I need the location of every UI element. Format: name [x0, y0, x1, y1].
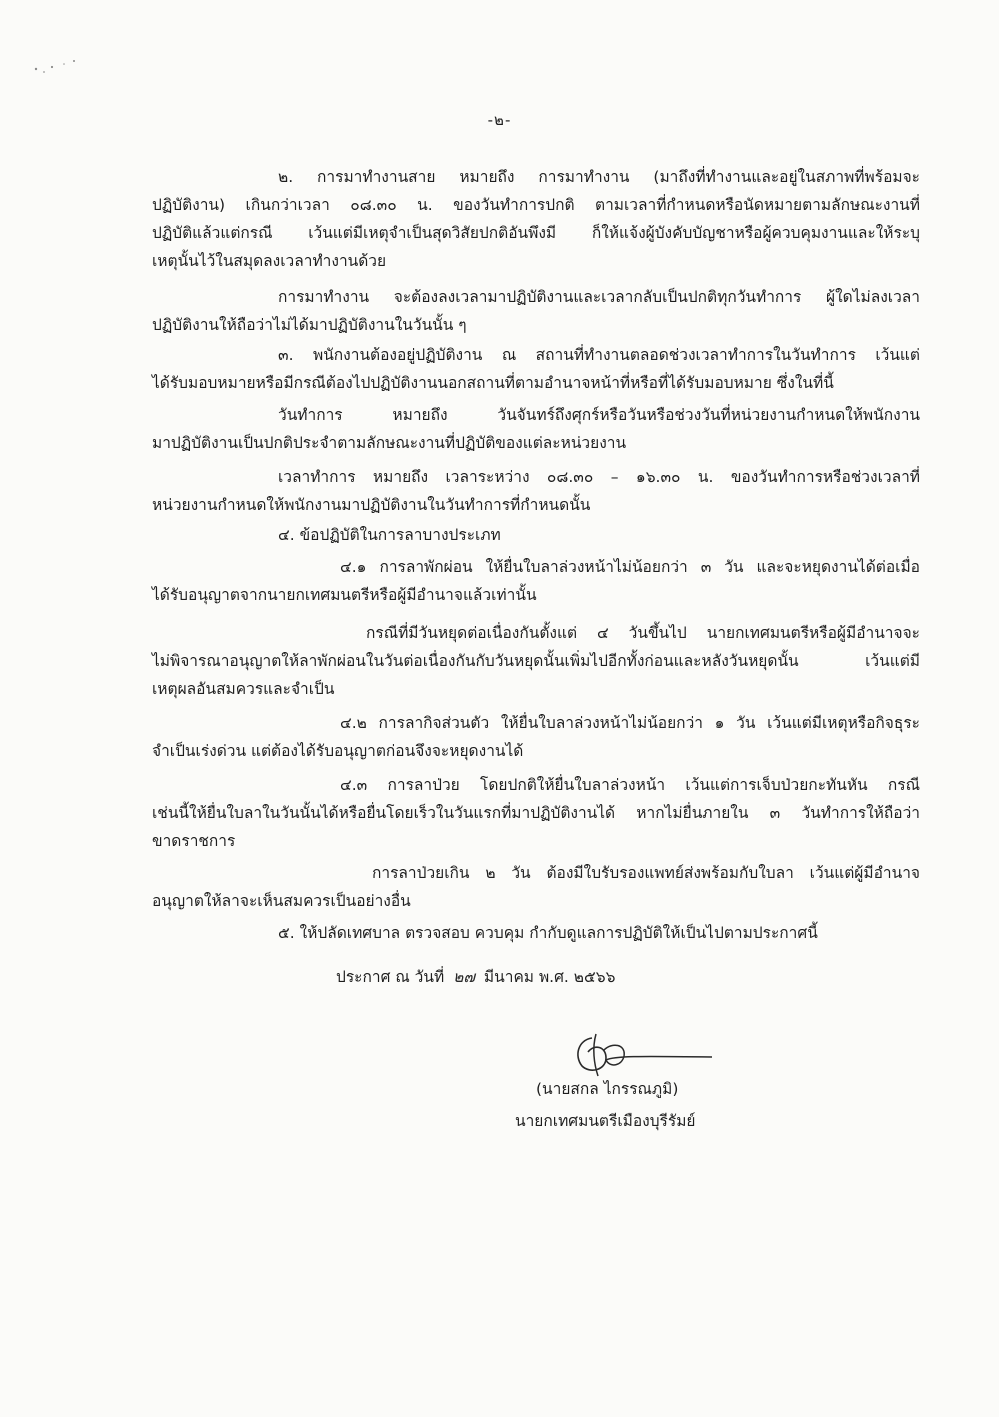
paragraph-4-heading: ๔. ข้อปฏิบัติในการลาบางประเภท: [278, 526, 501, 544]
paragraph-2-line-4: เหตุนั้นไว้ในสมุดลงเวลาทำงานด้วย: [152, 252, 387, 270]
announcement-date: [336, 966, 615, 988]
paragraph-2-line-3: ปฏิบัติแล้วแต่กรณี เว้นแต่มีเหตุจำเป็นสุดวิสัยปกติอันพึงมี ก็ให้แจ้งผู้บังคับบัญชาหรือผู้ควบคุมงานและให้ระบุ: [152, 224, 920, 242]
signatory-position: นายกเทศมนตรีเมืองบุรีรัมย์: [515, 1112, 696, 1130]
paragraph-attendance-line-2: ปฏิบัติงานให้ถือว่าไม่ได้มาปฏิบัติงานในวันนั้น ๆ: [152, 316, 467, 334]
paragraph-attendance-line-1: การมาทำงาน จะต้องลงเวลามาปฏิบัติงานและเวลากลับเป็นปกติทุกวันทำการ ผู้ใดไม่ลงเวลา: [278, 288, 920, 306]
clause-4-1-line-2: ได้รับอนุญาตจากนายกเทศมนตรีหรือผู้มีอำนาจแล้วเท่านั้น: [152, 586, 537, 604]
clause-4-2-line-2: จำเป็นเร่งด่วน แต่ต้องได้รับอนุญาตก่อนจึงจะหยุดงานได้: [152, 742, 524, 760]
clause-4-1-line-1: ๔.๑ การลาพักผ่อน ให้ยื่นใบลาล่วงหน้าไม่น้อยกว่า ๓ วัน และจะหยุดงานได้ต่อเมื่อ: [340, 558, 920, 576]
paragraph-3-line-1: ๓. พนักงานต้องอยู่ปฏิบัติงาน ณ สถานที่ทำงานตลอดช่วงเวลาทำการในวันทำการ เว้นแต่: [278, 346, 920, 364]
definition-worktime-line-1: เวลาทำการ หมายถึง เวลาระหว่าง ๐๘.๓๐ – ๑๖.๓๐ น. ของวันทำการหรือช่วงเวลาที่: [278, 468, 920, 486]
scan-specks: [30, 55, 90, 85]
clause-4-1-note-line-3: เหตุผลอันสมควรและจำเป็น: [152, 680, 335, 698]
paragraph-3-line-2: ได้รับมอบหมายหรือมีกรณีต้องไปปฏิบัติงานนอกสถานที่ตามอำนาจหน้าที่หรือที่ได้รับมอบหมาย ซึ่งในที่นี้: [152, 374, 834, 392]
announcement-month-year: มีนาคม พ.ศ. ๒๕๖๖: [483, 968, 616, 986]
signatory-name: (นายสกล ไกรรณภูมิ): [536, 1080, 679, 1098]
clause-4-2-line-1: ๔.๒ การลากิจส่วนตัว ให้ยื่นใบลาล่วงหน้าไม่น้อยกว่า ๑ วัน เว้นแต่มีเหตุหรือกิจธุระ: [340, 714, 920, 732]
paragraph-2-line-2: ปฏิบัติงาน) เกินกว่าเวลา ๐๘.๓๐ น. ของวันทำการปกติ ตามเวลาที่กำหนดหรือนัดหมายตามลักษณะงานที่: [152, 196, 920, 214]
clause-4-1-note-line-1: กรณีที่มีวันหยุดต่อเนื่องกันตั้งแต่ ๔ วันขึ้นไป นายกเทศมนตรีหรือผู้มีอำนาจจะ: [366, 624, 920, 642]
clause-4-3-line-1: ๔.๓ การลาป่วย โดยปกติให้ยื่นใบลาล่วงหน้า เว้นแต่การเจ็บป่วยกะทันหัน กรณี: [340, 776, 920, 794]
clause-4-3-note-line-1: การลาป่วยเกิน ๒ วัน ต้องมีใบรับรองแพทย์ส่งพร้อมกับใบลา เว้นแต่ผู้มีอำนาจ: [372, 864, 920, 882]
page-number: -๒-: [487, 111, 512, 129]
announcement-day: ๒๗: [453, 968, 475, 986]
signature-mark: [566, 1030, 716, 1080]
announcement-prefix: ประกาศ ณ วันที่: [336, 968, 445, 986]
paragraph-5: ๕. ให้ปลัดเทศบาล ตรวจสอบ ควบคุม กำกับดูแลการปฏิบัติให้เป็นไปตามประกาศนี้: [278, 924, 818, 942]
definition-workday-line-1: วันทำการ หมายถึง วันจันทร์ถึงศุกร์หรือวันหรือช่วงวันที่หน่วยงานกำหนดให้พนักงาน: [278, 406, 920, 424]
clause-4-1-note-line-2: ไม่พิจารณาอนุญาตให้ลาพักผ่อนในวันต่อเนื่องกันกับวันหยุดนั้นเพิ่มไปอีกทั้งก่อนและหลังวันหยุดนั้น เว้นแต่มี: [152, 652, 920, 670]
definition-worktime-line-2: หน่วยงานกำหนดให้พนักงานมาปฏิบัติงานในวันทำการที่กำหนดนั้น: [152, 496, 591, 514]
definition-workday-line-2: มาปฏิบัติงานเป็นปกติประจำตามลักษณะงานที่ปฏิบัติของแต่ละหน่วยงาน: [152, 434, 627, 452]
paragraph-2-line-1: ๒. การมาทำงานสาย หมายถึง การมาทำงาน (มาถึงที่ทำงานและอยู่ในสภาพที่พร้อมจะ: [278, 168, 920, 186]
clause-4-3-note-line-2: อนุญาตให้ลาจะเห็นสมควรเป็นอย่างอื่น: [152, 892, 411, 910]
clause-4-3-line-2: เช่นนี้ให้ยื่นใบลาในวันนั้นได้หรือยื่นโดยเร็วในวันแรกที่มาปฏิบัติงานได้ หากไม่ยื่นภายใน ๓ วันทำการให้ถือว่า: [152, 804, 920, 822]
clause-4-3-line-3: ขาดราชการ: [152, 832, 236, 850]
